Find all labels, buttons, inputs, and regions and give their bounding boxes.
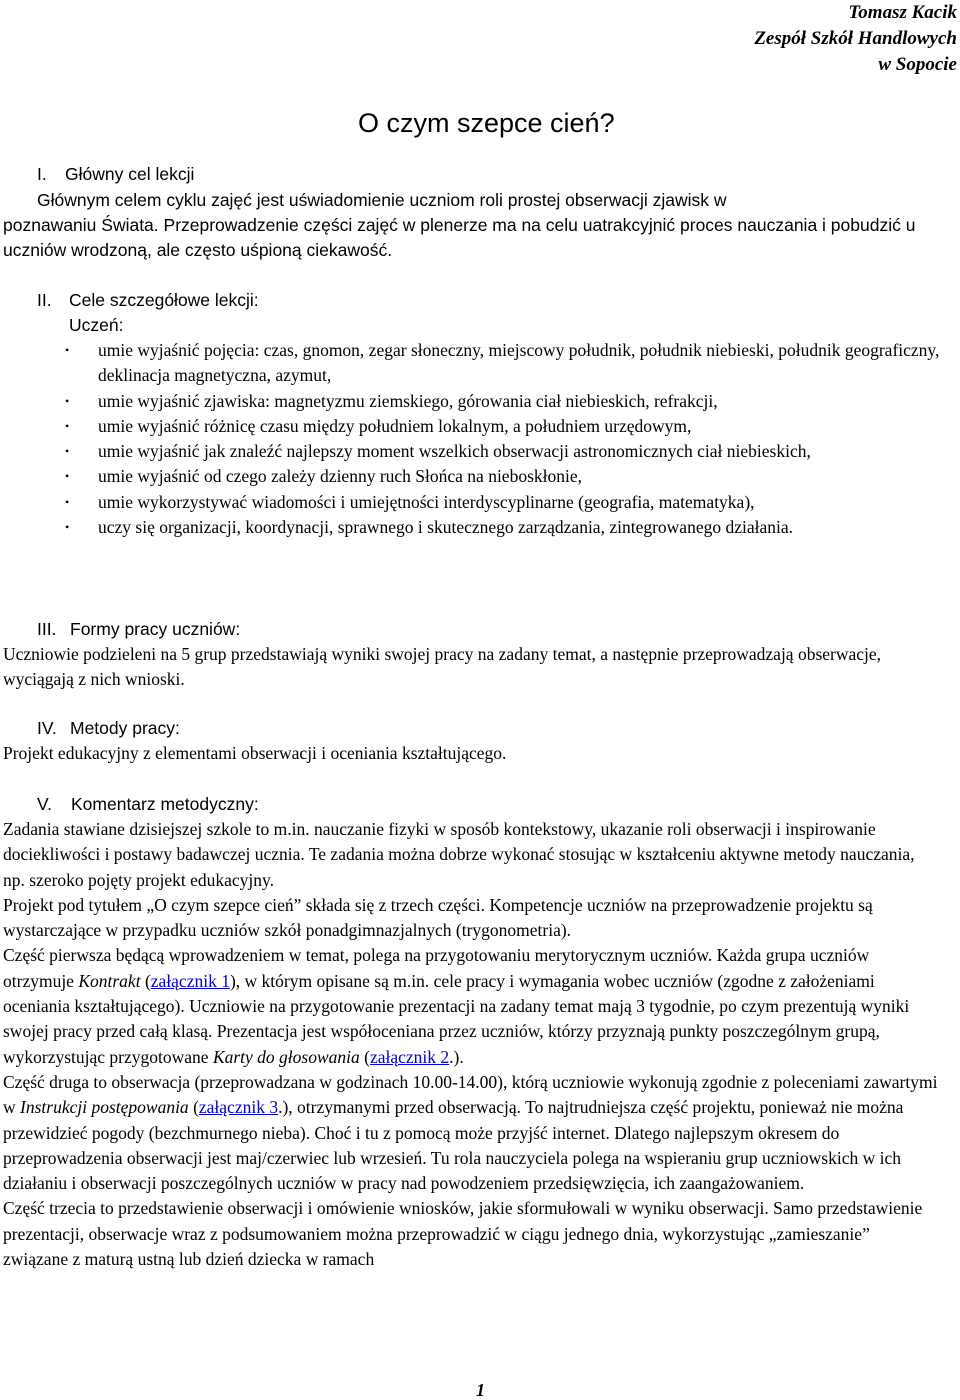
bullet-icon: • (65, 494, 70, 509)
bullet-icon: • (65, 418, 70, 433)
section-1-title: Główny cel lekcji (65, 164, 195, 184)
goal-item (65, 464, 955, 489)
goal-text: umie wyjaśnić jak znaleźć najlepszy moment wszelkich obserwacji astronomicznych ciał niebieskich, (98, 441, 811, 462)
author-name: Tomasz Kacik (848, 2, 957, 23)
contract-term: Kontrakt (78, 970, 141, 991)
section-5-title: Komentarz metodyczny: (71, 794, 259, 814)
comment-paragraph-1: Zadania stawiane dzisiejszej szkole to m.in. nauczanie fizyki w sposób kontekstowy, ukazanie roli obserwacji i inspirowanie dociekliwości i postawy badawczej ucznia. Te zadania można dobrze wykonać stosując w kształceniu aktywne metody nauczania, np. szeroko pojęty projekt edukacyjny. (3, 819, 915, 890)
bullet-icon: • (65, 393, 70, 408)
goal-text: umie wyjaśnić pojęcia: czas, gnomon, zegar słoneczny, miejscowy południk, południk niebieski, południk geograficzny, deklinacja magnetyczna, azymut, (98, 340, 940, 386)
section-3-number: III. (37, 619, 57, 639)
section-1-text: poznawaniu Świata. Przeprowadzenie części zajęć w plenerze ma na celu uatrakcyjnić proces nauczania i pobudzić u uczniów wrodzoną, ale często uśpioną ciekawość. (3, 215, 916, 261)
section-5-heading (37, 792, 259, 817)
document-title: O czym szepce cień? (358, 108, 615, 138)
section-3-heading (37, 617, 240, 642)
goal-item (65, 414, 955, 439)
section-4-heading (37, 716, 180, 741)
attachment-1-link[interactable]: załącznik 1 (150, 970, 230, 991)
section-1-line1: Głównym celem cyklu zajęć jest uświadomienie uczniom roli prostej obserwacji zjawisk w (37, 190, 727, 210)
comment-paragraph-5: Część trzecia to przedstawienie obserwacji i omówienie wniosków, jakie sformułowali w wyniku obserwacji. Samo przedstawienie prezentacji, obserwacje wraz z podsumowaniem można przeprowadzić w ciągu jednego dnia, wykorzystując „zamieszanie” związane z maturą ustną lub dzień dziecka w ramach (3, 1198, 923, 1270)
page-number: 1 (476, 1380, 485, 1400)
section-5-body (3, 817, 938, 1272)
attachment-2-link[interactable]: załącznik 2 (369, 1046, 450, 1067)
goal-item (65, 389, 955, 414)
goal-item (65, 439, 955, 464)
goal-item (65, 515, 955, 540)
attachment-3-link[interactable]: załącznik 3 (198, 1097, 279, 1118)
comment-paragraph-3: Część pierwsza będącą wprowadzeniem w temat, polega na przygotowaniu merytorycznym uczniów. Każda grupa uczniów otrzymuje Kontrakt (załącznik 1), w którym opisane są m.in. cele pracy i wymagania wobec uczniów (zgodne z założeniami oceniania kształtującego). Uczniowie na przygotowanie prezentacji na zadany temat mają 3 tygodnie, po czym prezentują wyniki swojej pracy przed całą klasą. Prezentacja jest współoceniana przez uczniów, którzy przyznają punkty poszczególnym grupą, wykorzystując przygotowane Karty do głosowania (załącznik 2.). (3, 945, 910, 1067)
comment-paragraph-2: Projekt pod tytułem „O czym szepce cień” składa się z trzech części. Kompetencje uczniów na przeprowadzenie projektu są wystarczające w przypadku uczniów szkół ponadgimnazjalnych (trygonometria). (3, 894, 873, 941)
goal-text: uczy się organizacji, koordynacji, sprawnego i skutecznego zarządzania, zintegrowanego działania. (98, 517, 793, 538)
section-4-title: Metody pracy: (70, 718, 180, 738)
goal-text: umie wyjaśnić od czego zależy dzienny ruch Słońca na nieboskłonie, (98, 466, 583, 487)
section-4-number: IV. (37, 718, 57, 738)
section-3-text: Uczniowie podzieleni na 5 grup przedstawiają wyniki swojej pracy na zadany temat, a następnie przeprowadzają obserwacje, wyciągają z nich wnioski. (3, 644, 882, 690)
section-2-intro: Uczeń: (69, 315, 124, 335)
section-2-title: Cele szczegółowe lekcji: (69, 290, 259, 310)
document-page (3, 0, 957, 1400)
section-1-number: I. (37, 164, 47, 184)
goal-text: umie wyjaśnić zjawiska: magnetyzmu ziemskiego, górowania ciał niebieskich, refrakcji, (98, 390, 718, 411)
goals-list (65, 338, 955, 540)
goal-item (65, 490, 955, 515)
section-4-text: Projekt edukacyjny z elementami obserwacji i oceniania kształtującego. (3, 743, 507, 763)
section-5-number: V. (37, 794, 52, 814)
goal-text: umie wyjaśnić różnicę czasu między południem lokalnym, a południem urzędowym, (98, 415, 692, 436)
voting-cards-term: Karty do głosowania (212, 1046, 360, 1067)
goal-text: umie wykorzystywać wiadomości i umiejętności interdyscyplinarne (geografia, matematyka), (98, 491, 755, 512)
bullet-icon: • (65, 520, 70, 535)
bullet-icon: • (65, 469, 70, 484)
section-2-heading (37, 288, 259, 313)
section-1-heading (37, 162, 194, 187)
comment-paragraph-4: Część druga to obserwacja (przeprowadzana w godzinach 10.00-14.00), którą uczniowie wykonują zgodnie z poleceniami zawartymi w Instrukcji postępowania (załącznik 3.), otrzymanymi przed obserwacją. To najtrudniejsza część projektu, ponieważ nie można przewidzieć pogody (bezchmurnego nieba). Choć i tu z pomocą może przyjść internet. Dlatego najlepszym okresem do przeprowadzenia obserwacji jest maj/czerwiec lub wrzesień. Tu rola nauczyciela polega na wspieraniu grup uczniowskich w ich działaniu i obserwacji poszczególnych uczniów w pracy nad powodzeniem przedsięwzięcia, ich zaangażowaniem. (3, 1071, 938, 1194)
section-2-number: II. (37, 290, 52, 310)
author-city: w Sopocie (878, 54, 957, 75)
author-block (754, 0, 957, 78)
author-school: Zespół Szkół Handlowych (754, 28, 957, 49)
section-3-title: Formy pracy uczniów: (70, 619, 241, 639)
bullet-icon: • (65, 444, 70, 459)
bullet-icon: • (65, 343, 70, 357)
goal-item (65, 338, 955, 389)
instructions-term: Instrukcji postępowania (20, 1097, 189, 1118)
